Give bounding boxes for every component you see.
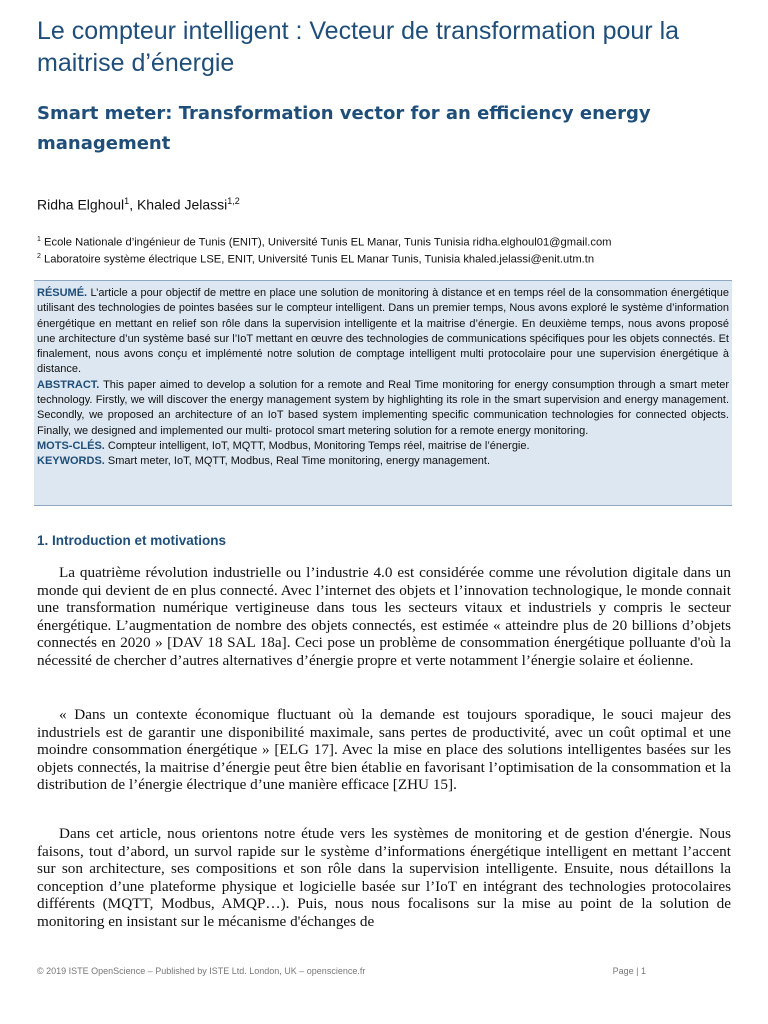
affiliation-2	[37, 249, 737, 268]
author-name: Ridha Elghoul	[37, 196, 125, 213]
affiliation-text: Ecole Nationale d’ingénieur de Tunis (ENIT), Université Tunis EL Manar, Tunis Tunisia ridha.elghoul01@gmail.com	[44, 236, 612, 249]
motscles-label: MOTS-CLÉS.	[37, 439, 105, 452]
keywords-label: KEYWORDS.	[37, 455, 105, 468]
motscles-paragraph	[37, 439, 729, 454]
paper-title: Le compteur intelligent : Vecteur de transformation pour la maitrise d’énergie	[37, 17, 680, 77]
page-number: Page | 1	[612, 966, 646, 976]
abstract-label: ABSTRACT.	[37, 378, 100, 391]
resume-paragraph	[37, 286, 729, 378]
author-separator: ,	[129, 196, 137, 213]
author-affiliation-mark: 1	[124, 196, 130, 206]
resume-text: L’article a pour objectif de mettre en place une solution de monitoring à distance et en temps réel de la consommation énergétique utilisant des technologies de pointes basées sur le compteur intelligent. Dans un premier temps, Nous avons exploré le système d’information énergétique en mettant en relief son rôle dans la supervision intelligente et la maitrise d’énergie. En deuxième temps, nous avons proposé une architecture d’un système basé sur l’IoT mettant en œuvre des technologies de communications spécifiques pour les objets connectés. Et finalement, nous avons conçu et implémenté notre solution de comptage intelligent multi protocolaire pour une supervision énergétique à distance.	[37, 287, 730, 376]
motscles-text: Compteur intelligent, IoT, MQTT, Modbus, Monitoring Temps réel, maitrise de l’énergie.	[107, 439, 530, 452]
abstract-text: This paper aimed to develop a solution for a remote and Real Time monitoring for energy consumption through a smart meter technology. Firstly, we will discover the energy management system by highlighting its role in the smart supervision and energy management. Secondly, we proposed an architecture of an IoT based system implementing specific communication technologies for connected objects. Finally, we designed and implemented our multi- protocol smart metering solution for a remote energy monitoring.	[37, 378, 730, 437]
body-paragraph: Dans cet article, nous orientons notre étude vers les systèmes de monitoring et de gestion d'énergie. Nous faisons, tout d’abord, un survol rapide sur le système d’informations énergétique intelligent en mettant l’accent sur son architecture, ses compositions et son rôle dans la supervision intelligente. Ensuite, nous détaillons la conception d’une plateforme physique et logicielle basée sur l’IoT en intégrant des technologies protocolaires différents (MQTT, Modbus, AMQP…). Puis, nous nous focalisons sur la mise au point de la solution de monitoring en insistant sur le mécanisme d'échanges de	[37, 825, 731, 930]
affiliation-mark: 1	[37, 236, 41, 243]
resume-label: RÉSUMÉ.	[37, 287, 88, 299]
paper-subtitle: Smart meter: Transformation vector for an efficiency energy management	[37, 103, 651, 154]
affiliation-mark: 2	[37, 253, 41, 260]
abstract-paragraph	[37, 378, 729, 439]
affiliation-text: Laboratoire système électrique LSE, ENIT, Université Tunis EL Manar Tunis, Tunisia khaled.jelassi@enit.utm.tn	[44, 253, 595, 266]
body-paragraph: « Dans un contexte économique fluctuant où la demande est toujours sporadique, le souci majeur des industriels est de garantir une disponibilité maximale, sans pertes de productivité, avec un coût optimal et une moindre consommation énergétique » [ELG 17]. Avec la mise en place des solutions intelligentes basées sur les objets connectés, la maitrise d’énergie peut être bien établie en favorisant l’optimisation de la consommation et la distribution de l’énergie électrique d’une manière efficace [ZHU 15].	[37, 706, 731, 794]
author-list	[37, 196, 240, 213]
author-affiliation-mark: 1,2	[227, 196, 240, 206]
abstract-box	[34, 280, 732, 506]
keywords-paragraph	[37, 454, 729, 469]
section-heading: 1. Introduction et motivations	[37, 533, 227, 548]
author-name: Khaled Jelassi	[136, 196, 228, 213]
keywords-text: Smart meter, IoT, MQTT, Modbus, Real Time monitoring, energy management.	[107, 455, 491, 468]
body-paragraph: La quatrième révolution industrielle ou l’industrie 4.0 est considérée comme une révolution digitale dans un monde qui devient de en plus connecté. Avec l’internet des objets et l’innovation technologique, le monde connait une transformation numérique vertigineuse dans tous les secteurs vitaux et industriels y compris le secteur énergétique. L’augmentation de nombre des objets connectés, est estimée « atteindre plus de 20 billions d’objets connectés en 2020 » [DAV 18 SAL 18a]. Ceci pose un problème de consommation énergétique polluante d'où la nécessité de chercher d’autres alternatives d’énergie propre et verte notamment l’énergie solaire et éolienne.	[37, 564, 731, 669]
affiliation-1	[37, 232, 737, 251]
footer-copyright: © 2019 ISTE OpenScience – Published by ISTE Ltd. London, UK – openscience.fr	[37, 966, 366, 976]
